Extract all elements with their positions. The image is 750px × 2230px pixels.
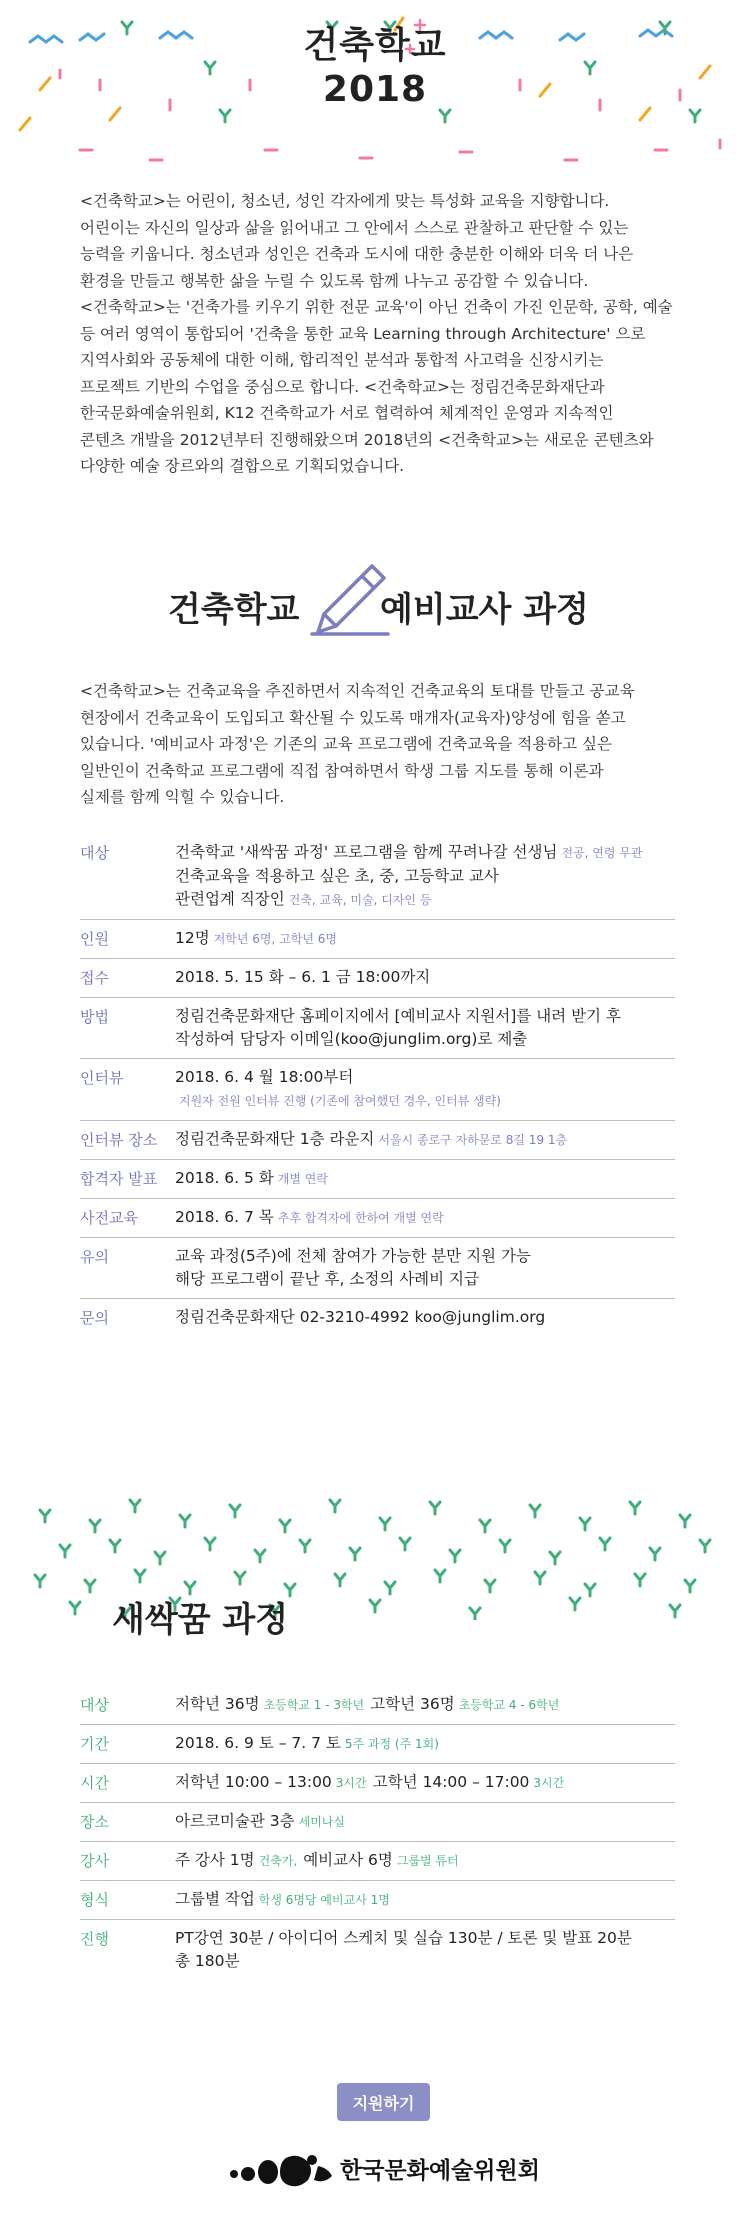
sprout-y-mark [110,1540,120,1552]
info-row [80,1160,675,1199]
info-label: 인터뷰 장소 [80,1131,158,1149]
info-text: 정림건축문화재단 1층 라운지 [175,1130,375,1148]
sprout-y-mark [350,1548,360,1560]
info-text: 아르코미술관 3층 [175,1812,295,1830]
info-value [175,1066,675,1113]
info-line [175,841,675,865]
main-title-line1: 건축학교 [303,25,447,66]
info-line [175,927,675,951]
info-line [175,1927,675,1950]
info-label: 인터뷰 [80,1069,124,1087]
info-label: 사전교육 [80,1209,138,1227]
info-text: 2018. 6. 4 월 18:00부터 [175,1068,354,1086]
info-label: 형식 [80,1891,109,1909]
info-note: 3시간 [533,1776,565,1790]
info-note: 전공, 연령 무관 [561,846,643,860]
apply-button[interactable]: 지원하기 [337,2083,430,2121]
info-value [175,1927,675,1973]
info-note: 초등학교 4 - 6학년 [458,1698,560,1712]
info-row [80,834,675,920]
info-value [175,1693,675,1717]
sprout-y-mark [235,1572,245,1584]
info-value [175,1245,675,1291]
info-note: 추후 합격자에 한하여 개별 연락 [277,1211,444,1225]
sprout-y-mark [330,1500,340,1512]
teacher-info-table [80,834,675,1337]
sprout-info-table [80,1686,675,1980]
sprout-y-mark [650,1548,660,1560]
info-value [175,1732,675,1756]
sprout-y-mark [450,1550,460,1562]
sprout-y-mark [485,1580,495,1592]
info-line [175,1306,675,1329]
info-label: 문의 [80,1309,109,1327]
sprout-y-mark [90,1520,100,1532]
sprout-y-mark [700,1540,710,1552]
sprout-y-mark [370,1600,380,1612]
sprout-y-mark [580,1518,590,1530]
pencil-icon [310,560,390,636]
sprout-y-mark [155,1552,165,1564]
intro-text: <건축학교>는 어린이, 청소년, 성인 각자에게 맞는 특성화 교육을 지향합니다. 어린이는 자신의 일상과 삶을 읽어내고 그 안에서 스스로 관찰하고 판단할 수 있는 능력을 키웁니다. 청소년과 성인은 건축과 도시에 대한 충분한 이해와 더욱 더 나은 환경을 만들고 행복한 삶을 누릴 수 있도록 함께 나누고 공감할 수 있습니다. <건축학교>는 '건축가를 키우기 위한 전문 교육'이 아닌 건축이 가진 인문학, 공학, 예술 등 여러 영역이 통합되어 '건축을 통한 교육 Learning through Architecture' 으로 지역사회와 공동체에 대한 이해, 합리적인 분석과 통합적 사고력을 신장시키는 프로젝트 기반의 수업을 중심으로 합니다. <건축학교>는 정림건축문화재단과 한국문화예술위원회, K12 건축학교가 서로 협력하여 체계적인 운영과 지속적인 콘텐츠 개발을 2012년부터 진행해왔으며 2018년의 <건축학교>는 새로운 콘텐츠와 다양한 예술 장르와의 결합으로 기획되었습니다. [80,192,673,475]
info-note: 3시간 [335,1776,367,1790]
info-value [175,1005,675,1051]
info-line [175,1888,675,1912]
info-label: 인원 [80,930,109,948]
sprout-y-mark [300,1540,310,1552]
sprout-y-mark [380,1518,390,1530]
info-value [175,1128,675,1152]
info-note: 5주 과정 (주 1회) [344,1737,439,1751]
info-line [175,1089,675,1113]
main-title [0,24,750,112]
sprout-y-mark [35,1575,45,1587]
sprout-y-mark [230,1505,240,1517]
info-text: 정림건축문화재단 홈페이지에서 [예비교사 지원서]를 내려 받기 후 [175,1007,621,1025]
info-row [80,1725,675,1764]
info-line [175,1732,675,1756]
info-text: 관련업계 직장인 [175,890,285,908]
info-note: 지원자 전원 인터뷰 진행 (기존에 참여했던 경우, 인터뷰 생략) [179,1094,501,1108]
sprout-y-mark [600,1538,610,1550]
sprout-y-mark [130,1500,140,1512]
info-row [80,1764,675,1803]
info-line [175,1167,675,1191]
info-note: 그룹별 튜터 [396,1854,459,1868]
info-note: 건축, 교육, 미술, 디자인 등 [288,893,432,907]
sprout-y-mark [285,1584,295,1596]
sprout-heading: 새싹꿈 과정 [112,1600,289,1640]
sprout-y-mark [435,1570,445,1582]
info-text: 2018. 6. 7 목 [175,1208,274,1226]
sprout-y-mark [635,1574,645,1586]
info-line [175,1066,675,1089]
info-label: 시간 [80,1774,109,1792]
sprout-y-mark [385,1582,395,1594]
info-text: 총 180분 [175,1952,240,1970]
info-row [80,1059,675,1121]
arko-logo-icon [228,2148,338,2194]
info-row [80,1920,675,1980]
sprout-y-mark [400,1538,410,1550]
info-text: 건축교육을 적용하고 싶은 초, 중, 고등학교 교사 [175,867,499,885]
info-text: PT강연 30분 / 아이디어 스케치 및 실습 130분 / 토론 및 발표 20분 [175,1929,632,1947]
header-banner [0,0,750,180]
sprout-y-mark [530,1505,540,1517]
info-label: 진행 [80,1930,109,1948]
info-row [80,1199,675,1238]
info-value [175,1206,675,1230]
info-line [175,888,675,912]
info-note: 저학년 6명, 고학년 6명 [213,932,337,946]
info-label: 접수 [80,969,109,987]
info-text: 정림건축문화재단 02-3210-4992 koo@junglim.org [175,1308,546,1326]
info-label: 방법 [80,1008,109,1026]
info-line [175,1693,675,1717]
info-line [175,1005,675,1028]
info-label: 합격자 발표 [80,1170,158,1188]
info-text: 2018. 6. 5 화 [175,1169,274,1187]
sprout-y-mark [70,1602,80,1614]
info-value [175,841,675,912]
teacher-heading-right: 예비교사 과정 [380,590,589,630]
info-note: 건축가, [258,1854,298,1868]
info-text: 고학년 36명 [370,1695,455,1713]
sprout-y-mark [40,1510,50,1522]
info-row [80,1686,675,1725]
info-row [80,1121,675,1160]
info-note: 학생 6명당 예비교사 1명 [258,1893,390,1907]
info-note: 개별 연락 [277,1172,328,1186]
sprout-y-mark [85,1580,95,1592]
info-row [80,1803,675,1842]
info-value [175,1810,675,1834]
info-text: 2018. 5. 15 화 – 6. 1 금 18:00까지 [175,968,431,986]
info-note: 세미나실 [298,1815,345,1829]
info-row [80,1238,675,1299]
sprout-y-mark [550,1552,560,1564]
info-text: 주 강사 1명 [175,1851,255,1869]
main-title-line2: 2018 [322,69,428,110]
info-label: 기간 [80,1735,109,1753]
info-value [175,1167,675,1191]
info-label: 대상 [80,844,109,862]
sprout-y-mark [685,1580,695,1592]
sprout-y-mark [280,1520,290,1532]
footer-logo [228,2148,540,2198]
info-value [175,1888,675,1912]
info-value [175,1771,675,1795]
info-line [175,1206,675,1230]
sprout-y-mark [335,1574,345,1586]
info-text: 12명 [175,929,210,947]
sprout-y-mark [670,1605,680,1617]
info-row [80,1881,675,1920]
info-text: 건축학교 '새싹꿈 과정' 프로그램을 함께 꾸려나갈 선생님 [175,843,558,861]
intro-section [80,188,680,480]
sprout-y-mark [480,1520,490,1532]
info-line [175,1849,675,1873]
info-value [175,927,675,951]
info-label: 대상 [80,1696,109,1714]
sprout-y-mark [430,1502,440,1514]
sprout-y-mark [630,1502,640,1514]
info-label: 강사 [80,1852,109,1870]
info-value [175,966,675,989]
sprout-y-mark [135,1570,145,1582]
info-row [80,920,675,959]
info-text: 작성하여 담당자 이메일(koo@junglim.org)로 제출 [175,1030,528,1048]
info-row [80,959,675,998]
teacher-description: <건축학교>는 건축교육을 추진하면서 지속적인 건축교육의 토대를 만들고 공교육 현장에서 건축교육이 도입되고 확산될 수 있도록 매개자(교육자)양성에 힘을 쏟고 있습니다. '예비교사 과정'은 기존의 교육 프로그램에 건축교육을 적용하고 싶은 일반인이 건축학교 프로그램에 직접 참여하면서 학생 그룹 지도를 통해 이론과 실제를 함께 익힐 수 있습니다. [80,682,635,806]
info-label: 장소 [80,1813,109,1831]
info-label: 유의 [80,1248,109,1266]
sprout-y-mark [585,1584,595,1596]
info-line [175,1128,675,1152]
info-text: 저학년 36명 [175,1695,260,1713]
info-text: 예비교사 6명 [303,1851,393,1869]
sprout-y-mark [680,1515,690,1527]
sprout-y-mark [570,1598,580,1610]
sprout-y-mark [500,1540,510,1552]
info-row [80,1299,675,1337]
info-text: 고학년 14:00 – 17:00 [372,1773,530,1791]
info-text: 해당 프로그램이 끝난 후, 소정의 사례비 지급 [175,1270,480,1288]
info-line [175,1268,675,1291]
sprout-y-mark [60,1545,70,1557]
info-row [80,1842,675,1881]
sprout-y-mark [180,1515,190,1527]
sprout-y-mark [255,1550,265,1562]
info-value [175,1306,675,1329]
info-text: 그룹별 작업 [175,1890,255,1908]
sprout-y-mark [185,1582,195,1594]
info-text: 2018. 6. 9 토 – 7. 7 토 [175,1734,341,1752]
info-text: 저학년 10:00 – 13:00 [175,1773,332,1791]
teacher-heading-left: 건축학교 [168,590,300,630]
info-value [175,1849,675,1873]
info-row [80,998,675,1059]
sprout-y-mark [535,1572,545,1584]
sprout-y-mark [470,1608,480,1620]
info-note: 서울시 종로구 자하문로 8길 19 1층 [378,1133,568,1147]
info-line [175,966,675,989]
info-line [175,865,675,888]
footer-org-name: 한국문화예술위원회 [340,2158,540,2184]
info-line [175,1245,675,1268]
info-line [175,1810,675,1834]
info-note: 초등학교 1 - 3학년 [263,1698,365,1712]
info-line [175,1950,675,1973]
info-text: 교육 과정(5주)에 전체 참여가 가능한 분만 지원 가능 [175,1247,531,1265]
info-line [175,1028,675,1051]
sprout-y-mark [205,1538,215,1550]
info-line [175,1771,675,1795]
